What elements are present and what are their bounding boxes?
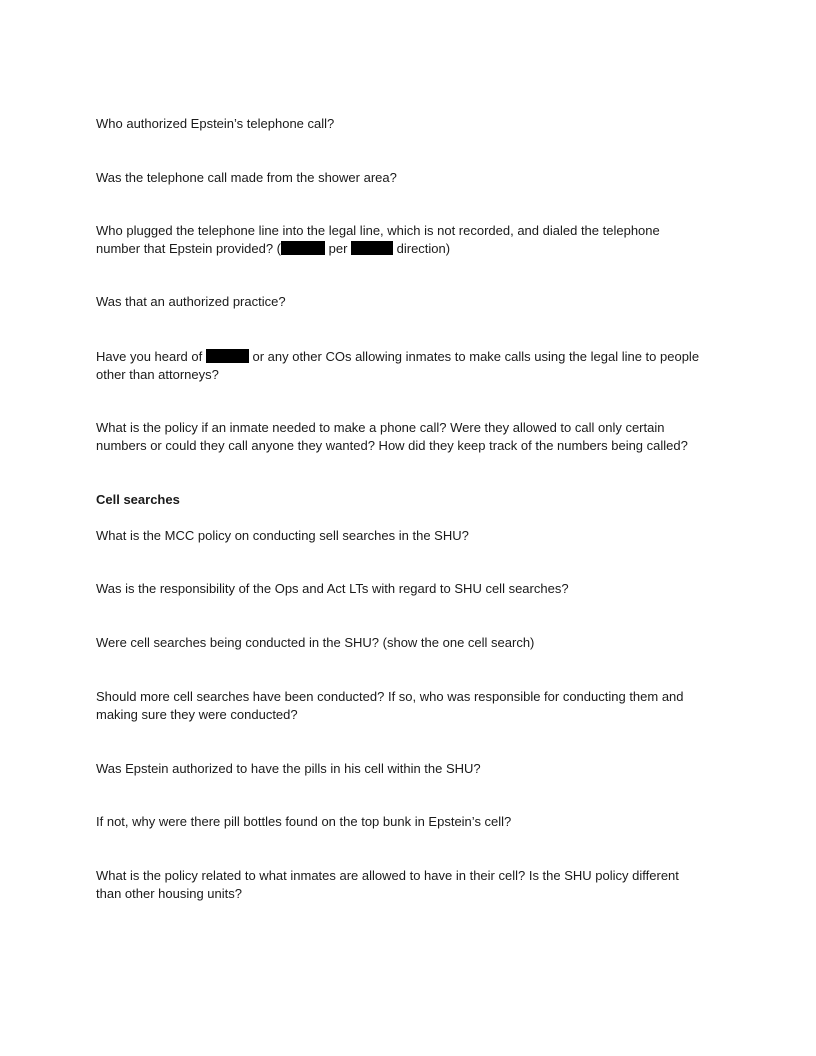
redaction-box — [206, 349, 249, 363]
question-mcc-policy — [96, 527, 736, 545]
question-text-line2: than other housing units? — [96, 886, 242, 901]
question-text: Who authorized Epstein’s telephone call? — [96, 116, 335, 131]
question-ops-act-responsibility — [96, 580, 736, 598]
question-text: Was that an authorized practice? — [96, 294, 286, 309]
question-text-line1: Who plugged the telephone line into the legal line, which is not recorded, and dialed the telephone — [96, 223, 660, 238]
question-pills-authorized — [96, 760, 736, 778]
question-text-line1: Should more cell searches have been conducted? If so, who was responsible for conducting them and — [96, 689, 684, 704]
question-text-line1: What is the policy related to what inmates are allowed to have in their cell? Is the SHU policy different — [96, 868, 679, 883]
question-text-segment: direction) — [393, 241, 451, 256]
question-pill-bottles — [96, 813, 736, 831]
redaction-box — [351, 241, 393, 255]
section-heading-cell-searches — [96, 491, 736, 509]
question-cos-legal-line-cont — [96, 366, 736, 384]
question-cell-items-policy — [96, 867, 736, 885]
question-shower-area-call — [96, 169, 736, 187]
question-text: Were cell searches being conducted in the SHU? (show the one cell search) — [96, 635, 535, 650]
question-cell-items-policy-cont — [96, 885, 736, 903]
question-text-segment: Have you heard of — [96, 349, 206, 364]
question-text-segment: number that Epstein provided? ( — [96, 241, 281, 256]
question-more-searches-cont — [96, 706, 736, 724]
question-legal-line-plug — [96, 222, 736, 240]
question-authorized-practice — [96, 293, 736, 311]
question-searches-conducted — [96, 634, 736, 652]
question-text-line1: What is the policy if an inmate needed to make a phone call? Were they allowed to call only certain — [96, 420, 665, 435]
question-phone-call-policy-cont — [96, 437, 736, 455]
question-text-line2: numbers or could they call anyone they wanted? How did they keep track of the numbers being called? — [96, 438, 688, 453]
question-telephone-authorization — [96, 115, 736, 133]
question-text: Was the telephone call made from the shower area? — [96, 170, 397, 185]
question-legal-line-plug-cont — [96, 240, 736, 258]
question-cos-legal-line — [96, 348, 736, 366]
question-text-line2: making sure they were conducted? — [96, 707, 298, 722]
question-text-segment: per — [325, 241, 352, 256]
question-text-line2: other than attorneys? — [96, 367, 219, 382]
redaction-box — [281, 241, 325, 255]
question-text: If not, why were there pill bottles found on the top bunk in Epstein’s cell? — [96, 814, 512, 829]
question-more-searches — [96, 688, 736, 706]
question-text-segment: or any other COs allowing inmates to make calls using the legal line to people — [248, 349, 700, 364]
section-heading-text: Cell searches — [96, 492, 180, 507]
question-phone-call-policy — [96, 419, 736, 437]
question-text: What is the MCC policy on conducting sell searches in the SHU? — [96, 528, 469, 543]
question-text: Was is the responsibility of the Ops and Act LTs with regard to SHU cell searches? — [96, 581, 569, 596]
question-text: Was Epstein authorized to have the pills in his cell within the SHU? — [96, 761, 481, 776]
